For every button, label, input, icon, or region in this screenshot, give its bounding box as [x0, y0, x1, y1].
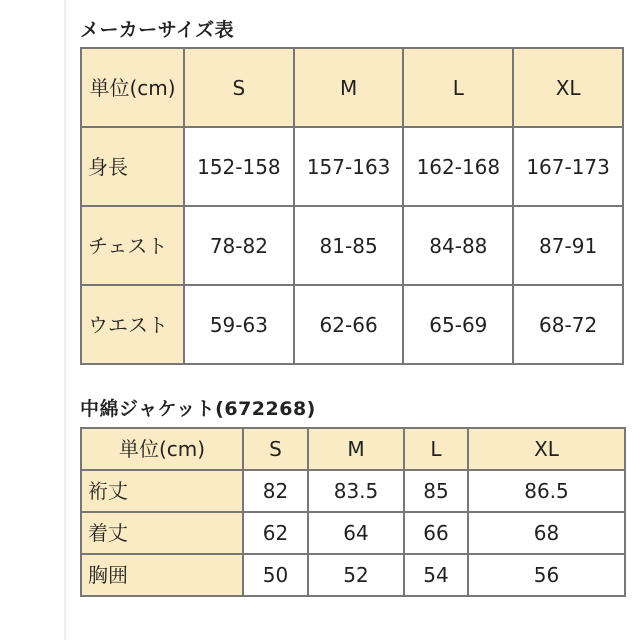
size-xl-header: XL: [513, 48, 623, 127]
table-cell: 68-72: [513, 285, 623, 364]
table-cell: 62-66: [294, 285, 404, 364]
jacket-table-title: 中綿ジャケット(672268): [80, 398, 316, 420]
table-cell: 81-85: [294, 206, 404, 285]
table-cell: 86.5: [468, 470, 625, 512]
table-cell: 152-158: [184, 127, 294, 206]
table-cell: 52: [308, 554, 404, 596]
table-cell: 162-168: [403, 127, 513, 206]
row-label: ウエスト: [81, 285, 184, 364]
table-row: [81, 127, 623, 206]
table-cell: 65-69: [403, 285, 513, 364]
row-label: 身長: [81, 127, 184, 206]
table-cell: 157-163: [294, 127, 404, 206]
table-row: [81, 285, 623, 364]
table-cell: 50: [243, 554, 308, 596]
table-row: [81, 206, 623, 285]
table-cell: 78-82: [184, 206, 294, 285]
row-label: 着丈: [81, 512, 243, 554]
row-label: 裄丈: [81, 470, 243, 512]
page-left-rule: [64, 0, 66, 640]
table-cell: 167-173: [513, 127, 623, 206]
table-cell: 68: [468, 512, 625, 554]
table-cell: 54: [404, 554, 468, 596]
table-cell: 82: [243, 470, 308, 512]
unit-header: 単位(cm): [81, 428, 243, 470]
size-m-header: M: [294, 48, 404, 127]
size-m-header: M: [308, 428, 404, 470]
table-cell: 62: [243, 512, 308, 554]
row-label: 胸囲: [81, 554, 243, 596]
table-cell: 87-91: [513, 206, 623, 285]
jacket-size-table: [80, 427, 626, 597]
table-cell: 64: [308, 512, 404, 554]
table-row: [81, 512, 625, 554]
maker-size-table-title: メーカーサイズ表: [80, 19, 235, 41]
size-s-header: S: [243, 428, 308, 470]
size-l-header: L: [403, 48, 513, 127]
unit-header: 単位(cm): [81, 48, 184, 127]
table-cell: 83.5: [308, 470, 404, 512]
table-cell: 56: [468, 554, 625, 596]
size-s-header: S: [184, 48, 294, 127]
size-xl-header: XL: [468, 428, 625, 470]
table-cell: 66: [404, 512, 468, 554]
table-cell: 85: [404, 470, 468, 512]
table-row: [81, 554, 625, 596]
maker-size-table: [80, 47, 624, 365]
row-label: チェスト: [81, 206, 184, 285]
table-header-row: [81, 428, 625, 470]
table-row: [81, 470, 625, 512]
table-header-row: [81, 48, 623, 127]
table-cell: 59-63: [184, 285, 294, 364]
table-cell: 84-88: [403, 206, 513, 285]
size-l-header: L: [404, 428, 468, 470]
